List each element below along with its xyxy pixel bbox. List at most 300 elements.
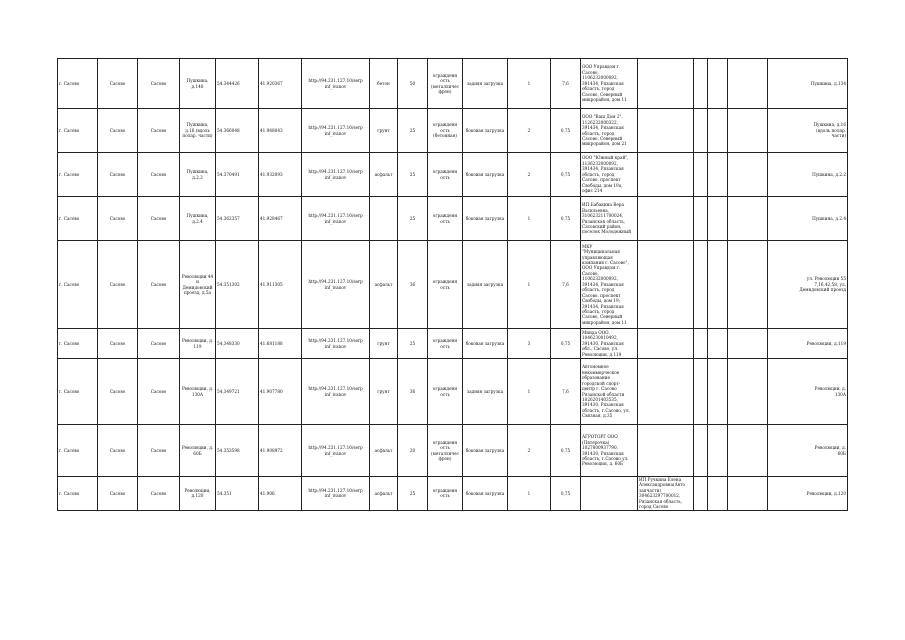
longitude-cell — [259, 197, 302, 241]
source-address-cell-text: Революции, д.119 — [806, 340, 846, 346]
longitude-cell-text: 41.906 — [260, 490, 275, 496]
locality-cell-text: г. Сасово — [59, 447, 80, 453]
district-cell-text: Сасово — [109, 171, 126, 177]
settlement-cell-text: Сасово — [150, 340, 167, 346]
owner-cell — [581, 109, 638, 153]
locality-cell — [58, 329, 98, 359]
source-address-cell — [768, 477, 848, 511]
empty-cell — [694, 359, 708, 425]
empty-cell — [708, 329, 728, 359]
latitude-cell — [216, 329, 259, 359]
empty-cell — [694, 477, 708, 511]
additional-owner-cell — [638, 477, 694, 511]
surface-cell — [370, 197, 398, 241]
area-cell — [398, 241, 428, 329]
settlement-cell — [138, 329, 180, 359]
area-cell — [398, 477, 428, 511]
map-link-cell-text: http://94.231.127.10/serp inf_ivanov — [308, 445, 363, 456]
loading-type-cell-text: боковая загрузка — [465, 447, 505, 453]
empty-cell — [694, 109, 708, 153]
empty-cell — [694, 59, 708, 109]
loading-type-cell — [463, 329, 508, 359]
waste-sites-registry-table — [57, 58, 848, 511]
surface-cell-text: асфальт — [374, 490, 393, 496]
container-volume-cell-text: 0,75 — [560, 127, 571, 133]
address-cell — [180, 359, 216, 425]
area-cell-text: 25 — [409, 171, 416, 177]
container-count-cell — [508, 109, 551, 153]
settlement-cell — [138, 197, 180, 241]
fence-cell-text: огражденн ость — [432, 487, 458, 499]
area-cell-text: 25 — [409, 490, 416, 496]
surface-cell-text: бетон — [377, 80, 390, 86]
source-address-cell-text: Пушкина, д.2.4 — [812, 215, 846, 221]
locality-cell-text: г. Сасово — [59, 281, 80, 287]
container-volume-cell — [551, 329, 581, 359]
surface-cell — [370, 359, 398, 425]
district-cell-text: Сасово — [109, 447, 126, 453]
surface-cell-text: грунт — [377, 127, 390, 133]
latitude-cell-text: 54.348330 — [217, 340, 240, 346]
loading-type-cell-text: боковая загрузка — [465, 340, 505, 346]
address-cell-text: Революции, д. 130А — [181, 386, 214, 397]
table-row — [58, 109, 848, 153]
settlement-cell-text: Сасово — [150, 127, 167, 133]
container-count-cell — [508, 241, 551, 329]
container-volume-cell — [551, 59, 581, 109]
district-cell-text: Сасово — [109, 490, 126, 496]
locality-cell-text: г. Сасово — [59, 80, 80, 86]
settlement-cell-text: Сасово — [150, 215, 167, 221]
settlement-cell-text: Сасово — [150, 490, 167, 496]
area-cell — [398, 197, 428, 241]
surface-cell-text: асфальт — [374, 281, 393, 287]
empty-cell — [708, 359, 728, 425]
map-link-cell — [302, 241, 370, 329]
container-count-cell-text: 2 — [527, 127, 531, 133]
owner-cell — [581, 197, 638, 241]
loading-type-cell — [463, 359, 508, 425]
fence-cell-text: огражденн ость — [432, 386, 458, 397]
loading-type-cell-text: боковая загрузка — [465, 171, 505, 177]
address-cell-text: Пушкина, д.2.4 — [186, 213, 209, 224]
map-link-cell-text: http://94.231.127.10/serp inf_ivanov — [308, 213, 363, 224]
owner-cell-text: ООО "Южный край", 1136232000092, 391434, Рязанская область, город Сасово, проспект Свободы, дом 19а, офис 214 — [582, 155, 629, 194]
loading-type-cell-text: боковая загрузка — [465, 490, 505, 496]
table-row — [58, 153, 848, 197]
longitude-cell-text: 41.920367 — [260, 80, 283, 86]
container-count-cell-text: 1 — [527, 281, 531, 287]
area-cell-text: 25 — [409, 215, 416, 221]
empty-cell — [708, 241, 728, 329]
fence-cell — [428, 329, 463, 359]
district-cell-text: Сасово — [109, 281, 126, 287]
fence-cell-text: огражденн ость — [432, 169, 458, 180]
container-volume-cell-text: 7,6 — [562, 80, 569, 86]
fence-cell — [428, 59, 463, 109]
owner-cell — [581, 425, 638, 477]
address-cell — [180, 477, 216, 511]
container-volume-cell — [551, 241, 581, 329]
latitude-cell — [216, 197, 259, 241]
fence-cell — [428, 359, 463, 425]
loading-type-cell — [463, 425, 508, 477]
district-cell — [98, 109, 138, 153]
area-cell-text: 25 — [409, 127, 416, 133]
table-row — [58, 59, 848, 109]
loading-type-cell-text: боковая загрузка — [465, 127, 505, 133]
source-address-cell-text: Революции, д. 60Б — [814, 445, 846, 456]
map-link-cell — [302, 197, 370, 241]
map-link-cell — [302, 109, 370, 153]
surface-cell-text: асфальт — [374, 447, 393, 453]
owner-cell-text: ИП Бабакина Вера Васильевна, 310623211700024, Рязанская область, Сасовский район, поселок Молодежный — [582, 202, 632, 235]
surface-cell-text: асфальт — [374, 171, 393, 177]
container-count-cell-text: 1 — [527, 215, 531, 221]
latitude-cell-text: 54.351302 — [217, 281, 240, 287]
loading-type-cell-text: задняя загрузка — [466, 80, 504, 86]
locality-cell — [58, 477, 98, 511]
loading-type-cell-text: задняя загрузка — [466, 388, 504, 394]
owner-cell — [581, 329, 638, 359]
locality-cell — [58, 425, 98, 477]
map-link-cell — [302, 359, 370, 425]
longitude-cell — [259, 241, 302, 329]
area-cell-text: 25 — [409, 340, 416, 346]
empty-cell — [694, 329, 708, 359]
empty-cell — [708, 153, 728, 197]
fence-cell-text: огражденн ость — [432, 213, 458, 224]
fence-cell — [428, 477, 463, 511]
longitude-cell — [259, 329, 302, 359]
district-cell-text: Сасово — [109, 388, 126, 394]
additional-owner-cell — [638, 359, 694, 425]
longitude-cell-text: 41.911305 — [260, 281, 283, 287]
fence-cell-text: огражденн ость (металличес фрон) — [431, 439, 459, 461]
longitude-cell — [259, 153, 302, 197]
surface-cell-text: грунт — [377, 388, 390, 394]
settlement-cell-text: Сасово — [150, 80, 167, 86]
table-row — [58, 197, 848, 241]
locality-cell-text: г. Сасово — [59, 340, 80, 346]
area-cell — [398, 425, 428, 477]
source-address-cell — [768, 197, 848, 241]
surface-cell — [370, 329, 398, 359]
area-cell-text: 20 — [409, 447, 416, 453]
surface-cell — [370, 153, 398, 197]
locality-cell-text: г. Сасово — [59, 127, 80, 133]
settlement-cell-text: Сасово — [150, 171, 167, 177]
map-link-cell — [302, 425, 370, 477]
district-cell-text: Сасово — [109, 215, 126, 221]
surface-cell — [370, 109, 398, 153]
additional-owner-cell — [638, 425, 694, 477]
area-cell-text: 36 — [409, 281, 416, 287]
source-address-cell-text: Революции, д.120 — [806, 490, 846, 496]
surface-cell — [370, 241, 398, 329]
container-volume-cell — [551, 197, 581, 241]
locality-cell — [58, 109, 98, 153]
map-link-cell-text: http://94.231.127.10/serp inf_ivanov — [308, 279, 363, 290]
empty-cell — [728, 59, 768, 109]
source-address-cell — [768, 59, 848, 109]
longitude-cell-text: 41.908972 — [260, 447, 283, 453]
table-row — [58, 329, 848, 359]
source-address-cell-text: Пушкина, д.2.2 — [812, 171, 846, 177]
map-link-cell-text: http://94.231.127.10/serp inf_ivanov — [308, 169, 363, 180]
settlement-cell — [138, 425, 180, 477]
locality-cell-text: г. Сасово — [59, 215, 80, 221]
settlement-cell — [138, 109, 180, 153]
longitude-cell — [259, 425, 302, 477]
longitude-cell-text: 41.681188 — [260, 340, 283, 346]
table-row — [58, 425, 848, 477]
fence-cell — [428, 153, 463, 197]
table-row — [58, 359, 848, 425]
map-link-cell-text: http://94.231.127.10/serp inf_ivanov — [308, 487, 363, 499]
fence-cell-text: огражденн ость (бетонная) — [432, 122, 458, 139]
area-cell-text: 36 — [409, 388, 416, 394]
map-link-cell-text: http://94.231.127.10/serp inf_ivanov — [308, 338, 363, 349]
empty-cell — [728, 153, 768, 197]
container-volume-cell-text: 0,75 — [560, 447, 571, 453]
empty-cell — [694, 241, 708, 329]
area-cell — [398, 359, 428, 425]
surface-cell-text: грунт — [377, 340, 390, 346]
empty-cell — [728, 241, 768, 329]
container-count-cell — [508, 477, 551, 511]
area-cell — [398, 153, 428, 197]
settlement-cell — [138, 477, 180, 511]
latitude-cell-text: 54.366048 — [217, 127, 240, 133]
loading-type-cell — [463, 241, 508, 329]
owner-cell — [581, 359, 638, 425]
address-cell — [180, 109, 216, 153]
longitude-cell — [259, 109, 302, 153]
empty-cell — [708, 109, 728, 153]
latitude-cell — [216, 241, 259, 329]
locality-cell — [58, 359, 98, 425]
container-count-cell-text: 2 — [527, 447, 531, 453]
latitude-cell-text: 54.344426 — [217, 80, 240, 86]
container-count-cell-text: 1 — [527, 80, 531, 86]
district-cell — [98, 59, 138, 109]
address-cell-text: Революции, д.120 — [184, 487, 211, 499]
district-cell — [98, 425, 138, 477]
address-cell-text: Пушкина, д.140 — [186, 78, 209, 89]
owner-cell — [581, 477, 638, 511]
address-cell — [180, 153, 216, 197]
latitude-cell-text: 54.351 — [217, 490, 232, 496]
latitude-cell — [216, 59, 259, 109]
empty-cell — [728, 477, 768, 511]
map-link-cell — [302, 329, 370, 359]
additional-owner-cell — [638, 59, 694, 109]
district-cell-text: Сасово — [109, 340, 126, 346]
loading-type-cell-text: боковая загрузка — [465, 215, 505, 221]
latitude-cell — [216, 425, 259, 477]
empty-cell — [728, 109, 768, 153]
table-row — [58, 477, 848, 511]
container-count-cell — [508, 59, 551, 109]
district-cell — [98, 197, 138, 241]
longitude-cell — [259, 477, 302, 511]
fence-cell — [428, 109, 463, 153]
container-volume-cell-text: 0,75 — [560, 490, 571, 496]
container-volume-cell-text: 7,6 — [562, 281, 569, 287]
latitude-cell — [216, 109, 259, 153]
empty-cell — [708, 477, 728, 511]
source-address-cell-text: ул. Революции 55 7,16,42,58, ул. Демидовский проезд — [799, 276, 846, 293]
map-link-cell — [302, 477, 370, 511]
latitude-cell-text: 54.370491 — [217, 171, 240, 177]
container-count-cell-text: 3 — [527, 340, 531, 346]
address-cell-text: Революции, д. 119 — [181, 338, 214, 349]
settlement-cell — [138, 359, 180, 425]
owner-cell — [581, 59, 638, 109]
registry-table-body — [58, 59, 848, 511]
container-count-cell-text: 1 — [527, 388, 531, 394]
container-count-cell — [508, 425, 551, 477]
source-address-cell — [768, 359, 848, 425]
latitude-cell — [216, 359, 259, 425]
container-volume-cell — [551, 109, 581, 153]
owner-cell-text: МКУ "Муниципальная управляющая компания г. Сасово", ООО Управдом г. Сасово, 1106232000092, 391434, Рязанская область, город Сасово, проспект Свободы, дом 19; 391434, Рязанская область, город Сасово, Северный микрорайон, дом 11 — [582, 243, 629, 325]
owner-cell-text: Миида ООО, 1046230010492, 391430, Рязанская обл., Сасово, ул. Революции, д.119 — [582, 329, 624, 357]
fence-cell-text: огражденн ость — [432, 338, 458, 349]
address-cell — [180, 329, 216, 359]
loading-type-cell — [463, 197, 508, 241]
address-cell-text: Пушкина, д.16 (вдоль полар. части) — [182, 122, 213, 139]
loading-type-cell-text: задняя загрузка — [466, 281, 504, 287]
locality-cell — [58, 59, 98, 109]
settlement-cell-text: Сасово — [150, 281, 167, 287]
container-volume-cell — [551, 425, 581, 477]
address-cell — [180, 59, 216, 109]
container-volume-cell — [551, 477, 581, 511]
loading-type-cell — [463, 153, 508, 197]
empty-cell — [728, 329, 768, 359]
longitude-cell — [259, 359, 302, 425]
settlement-cell-text: Сасово — [150, 388, 167, 394]
source-address-cell — [768, 241, 848, 329]
settlement-cell — [138, 59, 180, 109]
longitude-cell-text: 41.907780 — [260, 388, 283, 394]
container-count-cell — [508, 153, 551, 197]
loading-type-cell — [463, 59, 508, 109]
surface-cell — [370, 425, 398, 477]
map-link-cell — [302, 153, 370, 197]
container-volume-cell — [551, 359, 581, 425]
owner-cell — [581, 153, 638, 197]
container-volume-cell-text: 0,75 — [560, 171, 571, 177]
map-link-cell-text: http://94.231.127.10/serp inf_ivanov — [308, 386, 363, 397]
empty-cell — [708, 59, 728, 109]
fence-cell-text: огражденн ость — [432, 279, 458, 290]
latitude-cell-text: 54.353598 — [217, 447, 240, 453]
map-link-cell-text: http://94.231.127.10/serp inf_ivanov — [308, 125, 363, 136]
table-row — [58, 241, 848, 329]
additional-owner-cell — [638, 329, 694, 359]
locality-cell — [58, 153, 98, 197]
area-cell — [398, 329, 428, 359]
container-volume-cell — [551, 153, 581, 197]
loading-type-cell — [463, 477, 508, 511]
settlement-cell — [138, 241, 180, 329]
container-volume-cell-text: 7,6 — [562, 388, 569, 394]
fence-cell-text: огражденн ость (металличес фрон) — [431, 72, 459, 94]
map-link-cell-text: http://94.231.127.10/serp inf_ivanov — [308, 78, 363, 89]
container-volume-cell-text: 0,75 — [560, 215, 571, 221]
latitude-cell — [216, 477, 259, 511]
source-address-cell — [768, 153, 848, 197]
surface-cell — [370, 59, 398, 109]
address-cell-text: Революции, д. 60Б — [181, 445, 214, 456]
locality-cell-text: г. Сасово — [59, 388, 80, 394]
district-cell — [98, 153, 138, 197]
empty-cell — [728, 425, 768, 477]
district-cell-text: Сасово — [109, 127, 126, 133]
locality-cell-text: г. Сасово — [59, 490, 80, 496]
district-cell — [98, 241, 138, 329]
container-volume-cell-text: 0,75 — [560, 340, 571, 346]
owner-cell — [581, 241, 638, 329]
fence-cell — [428, 425, 463, 477]
fence-cell — [428, 241, 463, 329]
empty-cell — [728, 359, 768, 425]
longitude-cell — [259, 59, 302, 109]
empty-cell — [694, 153, 708, 197]
latitude-cell — [216, 153, 259, 197]
owner-cell-text: ООО "Ваш Дом 2", 1126232000322, 391434, Рязанская область, город Сасово, Северный микрорайон, дом 21 — [582, 114, 627, 147]
longitude-cell-text: 41.928467 — [260, 215, 283, 221]
container-count-cell-text: 2 — [527, 171, 531, 177]
owner-cell-text: АГРОТОРГ ООО (Пятерочка) 1027800937790, 391430, Рязанская область, г.Сасово,ул. Революции, д. 60Б — [582, 434, 629, 467]
empty-cell — [708, 425, 728, 477]
additional-owner-cell — [638, 241, 694, 329]
longitude-cell-text: 41.948043 — [260, 127, 283, 133]
empty-cell — [728, 197, 768, 241]
address-cell-text: Пушкина, д.2.2 — [186, 169, 209, 180]
locality-cell-text: г. Сасово — [59, 171, 80, 177]
district-cell — [98, 329, 138, 359]
address-cell-text: Революции 44 и Демидовский проезд, д.5а — [181, 273, 214, 295]
container-count-cell — [508, 359, 551, 425]
source-address-cell — [768, 425, 848, 477]
loading-type-cell — [463, 109, 508, 153]
additional-owner-cell — [638, 197, 694, 241]
district-cell — [98, 359, 138, 425]
owner-cell-text: Автономное некоммерческое образование городской спорт- центр г. Сасово Рязанской области 1026201403535, 391430, Рязанская область, г.Сасово, ул. Связная, д.35 — [582, 364, 630, 419]
longitude-cell-text: 41.932093 — [260, 171, 283, 177]
district-cell-text: Сасово — [109, 80, 126, 86]
empty-cell — [694, 425, 708, 477]
additional-owner-cell-text: ИП Ручкина Елена Александровна(Авто запчасти) 304623297700012, Рязанская область, город Сасово — [639, 477, 685, 510]
source-address-cell — [768, 329, 848, 359]
source-address-cell-text: Пушкина, д.16 (вдоль полар. части) — [813, 122, 846, 139]
address-cell — [180, 197, 216, 241]
container-count-cell — [508, 329, 551, 359]
area-cell — [398, 59, 428, 109]
settlement-cell-text: Сасово — [150, 447, 167, 453]
empty-cell — [694, 197, 708, 241]
empty-cell — [708, 197, 728, 241]
settlement-cell — [138, 153, 180, 197]
address-cell — [180, 425, 216, 477]
additional-owner-cell — [638, 153, 694, 197]
area-cell-text: 50 — [409, 80, 416, 86]
fence-cell — [428, 197, 463, 241]
